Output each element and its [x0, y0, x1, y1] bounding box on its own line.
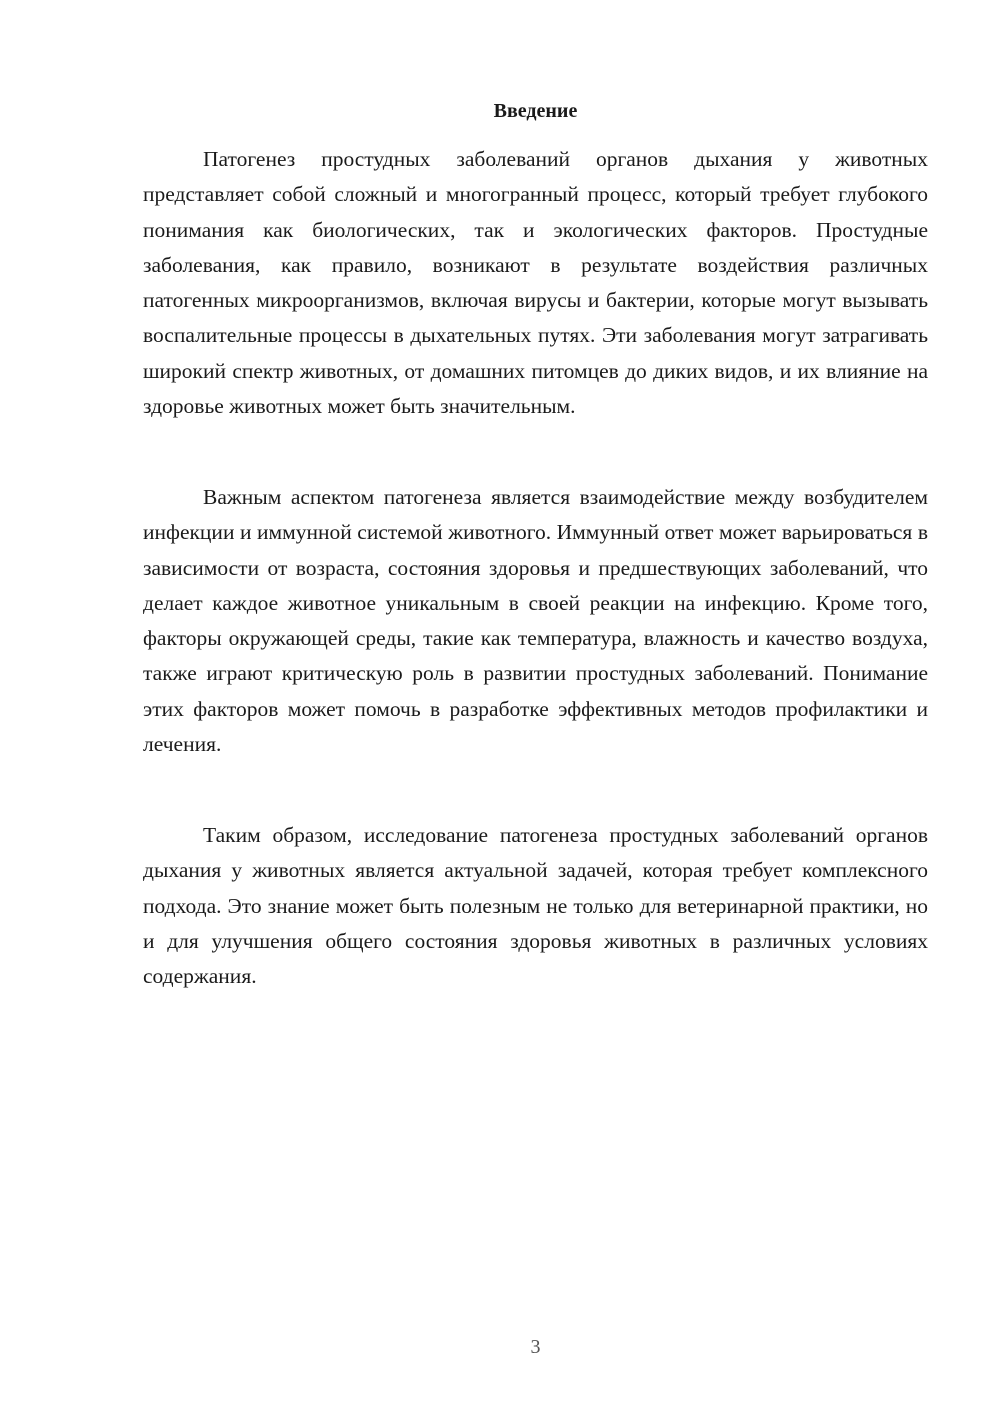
paragraph-1: Патогенез простудных заболеваний органов дыхания у животных представляет собой сложный и многогранный процесс, который требует глубокого понимания как биологических, так и экологических факторов. Простудные заболевания, как правило, возникают в результате воздействия различных патогенных микроорганизмов, включая вирусы и бактерии, которые могут вызывать воспалительные процессы в дыхательных путях. Эти заболевания могут затрагивать широкий спектр животных, от домашних питомцев до диких видов, и их влияние на здоровье животных может быть значительным.	[143, 147, 928, 419]
paragraph-3: Таким образом, исследование патогенеза простудных заболеваний органов дыхания у животных является актуальной задачей, которая требует комплексного подхода. Это знание может быть полезным не только для ветеринарной практики, но и для улучшения общего состояния здоровья животных в различных условиях содержания.	[143, 823, 928, 989]
page-number: 3	[530, 1336, 541, 1358]
document-page	[143, 0, 928, 1414]
paragraph-2: Важным аспектом патогенеза является взаимодействие между возбудителем инфекции и иммунной системой животного. Иммунный ответ может варьироваться в зависимости от возраста, состояния здоровья и предшествующих заболеваний, что делает каждое животное уникальным в своей реакции на инфекцию. Кроме того, факторы окружающей среды, такие как температура, влажность и качество воздуха, также играют критическую роль в развитии простудных заболеваний. Понимание этих факторов может помочь в разработке эффективных методов профилактики и лечения.	[143, 485, 928, 757]
section-title: Введение	[493, 100, 578, 122]
